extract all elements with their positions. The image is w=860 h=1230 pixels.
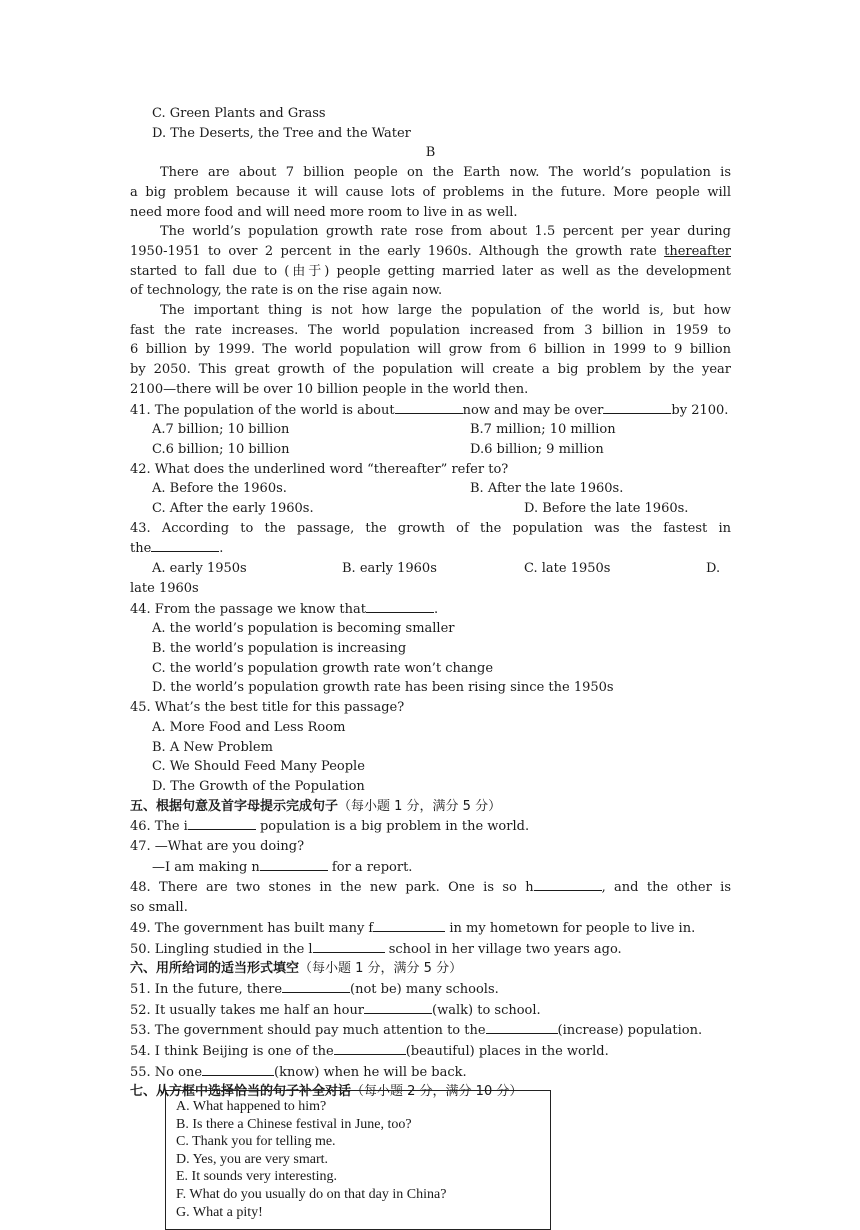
question-text: .: [433, 601, 439, 617]
option-d-cont: late 1960s: [130, 580, 199, 596]
option-a[interactable]: A.7 billion; 10 billion: [152, 422, 290, 438]
passage-line: fast the rate increases. The world population increased from 3 billion in 1959 to: [130, 322, 731, 338]
box-option-d: D. Yes, you are very smart.: [176, 1151, 329, 1167]
question-text: by 2100.: [671, 402, 729, 418]
option-d[interactable]: D. the world’s population growth rate has been rising since the 1950s: [152, 680, 614, 696]
options-row: [130, 499, 731, 519]
box-option-g: G. What a pity!: [176, 1204, 263, 1220]
answer-blank[interactable]: [364, 1000, 432, 1014]
option-c[interactable]: C. After the early 1960s.: [152, 501, 314, 517]
section-score-note: （每小题 2 分，满分 10 分）: [351, 1084, 523, 1100]
question-text: 44. From the passage we know that: [130, 601, 366, 617]
question-text: now and may be over: [462, 402, 604, 418]
option-d[interactable]: D.: [706, 561, 721, 577]
question-46: [130, 816, 731, 837]
section-title: 五、根据句意及首字母提示完成句子: [130, 798, 339, 814]
question-text: the: [130, 541, 152, 557]
question-41: [130, 400, 731, 421]
question-45: 45. What’s the best title for this passage?: [130, 700, 405, 716]
passage-line: by 2050. This great growth of the population will create a big problem by the year: [130, 362, 731, 378]
answer-blank[interactable]: [188, 816, 256, 830]
prev-option-c: C. Green Plants and Grass: [152, 106, 326, 121]
question-54: [130, 1041, 731, 1062]
option-c[interactable]: C. late 1950s: [524, 561, 611, 577]
prev-option-d: D. The Deserts, the Tree and the Water: [152, 125, 411, 141]
answer-blank[interactable]: [486, 1020, 558, 1034]
answer-blank[interactable]: [334, 1041, 406, 1055]
question-52: [130, 1000, 731, 1021]
question-48-cont: so small.: [130, 900, 188, 916]
question-48: [130, 877, 731, 898]
passage-line: The world’s population growth rate rose from about 1.5 percent per year during: [160, 224, 731, 240]
question-text: (not be) many schools.: [350, 981, 499, 997]
answer-blank[interactable]: [603, 400, 671, 414]
option-a[interactable]: A. More Food and Less Room: [152, 719, 346, 735]
box-option-b: B. Is there a Chinese festival in June, too?: [176, 1116, 412, 1132]
question-text: 46. The i: [130, 819, 188, 835]
option-c[interactable]: C. the world’s population growth rate won’t change: [152, 660, 494, 676]
question-55: [130, 1062, 731, 1083]
passage-label: B: [425, 145, 436, 161]
options-row: [130, 420, 731, 440]
answer-blank[interactable]: [282, 979, 350, 993]
passage-line: 2100—there will be over 10 billion people in the world then.: [130, 381, 529, 397]
option-a[interactable]: A. the world’s population is becoming smaller: [152, 621, 455, 637]
question-text: —I am making n: [152, 859, 260, 875]
question-text: (increase) population.: [557, 1023, 703, 1039]
answer-blank[interactable]: [534, 877, 602, 891]
option-b[interactable]: B. A New Problem: [152, 739, 273, 755]
question-text: 52. It usually takes me half an hour: [130, 1002, 365, 1018]
answer-blank[interactable]: [202, 1062, 274, 1076]
question-42: 42. What does the underlined word “thereafter” refer to?: [130, 461, 509, 477]
passage-line: The important thing is not how large the population of the world is, but how: [160, 303, 731, 319]
question-text: 48. There are two stones in the new park. One is so h: [130, 880, 534, 896]
question-text: 53. The government should pay much attention to the: [130, 1023, 486, 1039]
option-b[interactable]: B. the world’s population is increasing: [152, 640, 407, 656]
question-text: 49. The government has built many f: [130, 920, 374, 936]
section-5-heading: [130, 797, 731, 817]
option-b[interactable]: B. early 1960s: [342, 561, 437, 577]
question-text: (know) when he will be back.: [274, 1064, 467, 1080]
question-43-cont: [130, 538, 731, 559]
option-a[interactable]: A. early 1950s: [152, 561, 247, 577]
answer-blank[interactable]: [313, 939, 385, 953]
underlined-word: thereafter: [664, 243, 731, 259]
question-51: [130, 979, 731, 1000]
passage-line: of technology, the rate is on the rise again now.: [130, 283, 443, 299]
option-d[interactable]: D.6 billion; 9 million: [470, 441, 604, 457]
question-49: [130, 918, 731, 939]
option-c[interactable]: C. We Should Feed Many People: [152, 759, 365, 775]
section-title: 六、用所给词的适当形式填空: [130, 961, 300, 977]
option-d[interactable]: D. Before the late 1960s.: [524, 501, 689, 517]
question-43: 43. According to the passage, the growth of the population was the fastest in: [130, 520, 731, 536]
question-text: 55. No one: [130, 1064, 203, 1080]
question-text: in my hometown for people to live in.: [445, 920, 696, 936]
section-title: 七、从方框中选择恰当的句子补全对话: [130, 1084, 352, 1100]
question-50: [130, 939, 731, 960]
question-47-reply: [130, 857, 731, 878]
question-text: school in her village two years ago.: [384, 941, 622, 957]
question-text: 41. The population of the world is about: [130, 402, 395, 418]
question-text: , and the other is: [601, 880, 731, 896]
options-row: [130, 559, 731, 579]
passage-line: [130, 242, 731, 262]
section-6-heading: [130, 959, 731, 979]
answer-blank[interactable]: [366, 599, 434, 613]
box-option-f: F. What do you usually do on that day in China?: [176, 1186, 447, 1202]
options-row: [130, 440, 731, 460]
section-score-note: （每小题 1 分，满分 5 分）: [338, 798, 502, 814]
passage-line: a big problem because it will cause lots of problems in the future. More people will: [130, 184, 731, 200]
answer-blank[interactable]: [260, 857, 328, 871]
option-b[interactable]: B.7 million; 10 million: [470, 422, 616, 438]
options-box: [165, 1090, 551, 1230]
option-a[interactable]: A. Before the 1960s.: [152, 481, 287, 497]
question-text: population is a big problem in the world.: [255, 819, 530, 835]
passage-text: 1950-1951 to over 2 percent in the early 1960s. Although the growth rate: [130, 243, 657, 259]
answer-blank[interactable]: [395, 400, 463, 414]
question-text: 51. In the future, there: [130, 981, 283, 997]
question-text: (beautiful) places in the world.: [405, 1044, 609, 1060]
passage-line: need more food and will need more room to live in as well.: [130, 204, 518, 220]
section-score-note: （每小题 1 分，满分 5 分）: [299, 961, 463, 977]
box-option-a: A. What happened to him?: [176, 1099, 327, 1114]
exam-page: [130, 104, 731, 1102]
question-text: .: [219, 541, 224, 557]
passage-line: There are about 7 billion people on the Earth now. The world’s population is: [160, 165, 731, 181]
question-text: 54. I think Beijing is one of the: [130, 1044, 334, 1060]
option-c[interactable]: C.6 billion; 10 billion: [152, 441, 290, 457]
box-option-e: E. It sounds very interesting.: [176, 1169, 337, 1185]
question-text: for a report.: [327, 859, 413, 875]
answer-blank[interactable]: [151, 538, 219, 552]
passage-line: started to fall due to (由于) people getting married later as well as the development: [130, 263, 731, 279]
question-47: 47. —What are you doing?: [130, 839, 305, 855]
question-text: (walk) to school.: [432, 1002, 541, 1018]
option-b[interactable]: B. After the late 1960s.: [470, 481, 624, 497]
box-option-c: C. Thank you for telling me.: [176, 1134, 336, 1150]
options-row: [130, 479, 731, 499]
answer-blank[interactable]: [373, 918, 445, 932]
question-53: [130, 1020, 731, 1041]
question-text: 50. Lingling studied in the l: [130, 941, 313, 957]
passage-line: 6 billion by 1999. The world population will grow from 6 billion in 1999 to 9 billion: [130, 342, 731, 358]
question-44: [130, 599, 731, 620]
option-d[interactable]: D. The Growth of the Population: [152, 778, 365, 794]
